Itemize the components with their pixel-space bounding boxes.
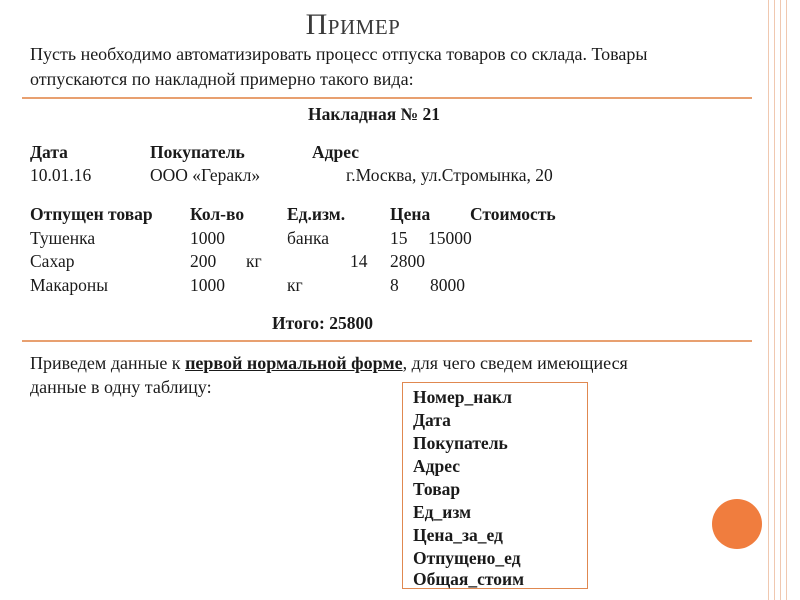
decor-line-4 xyxy=(786,0,787,600)
label-address: Адрес xyxy=(312,142,359,162)
label-buyer: Покупатель xyxy=(150,142,245,162)
field-item: Номер_накл xyxy=(413,387,512,407)
table-row-1-qty: 1000 xyxy=(190,228,225,248)
table-row-2-item: Сахар xyxy=(30,251,75,271)
decor-line-1 xyxy=(768,0,769,600)
field-item: Дата xyxy=(413,410,451,430)
field-item: Покупатель xyxy=(413,433,508,453)
table-row-3-price: 8 xyxy=(390,275,399,295)
top-divider xyxy=(22,97,752,99)
col-qty: Кол-во xyxy=(190,204,245,224)
fields-table xyxy=(402,382,588,589)
col-cost: Стоимость xyxy=(470,204,556,224)
outro-before: Приведем данные к xyxy=(30,353,186,373)
bottom-divider xyxy=(22,340,752,342)
label-date: Дата xyxy=(30,142,68,162)
value-date: 10.01.16 xyxy=(30,165,92,185)
field-item: Ед_изм xyxy=(413,502,472,522)
table-row-1-item: Тушенка xyxy=(30,228,96,248)
table-row-1-unit: банка xyxy=(287,228,330,248)
intro-line-1: Пусть необходимо автоматизировать процесс отпуска товаров со склада. Товары xyxy=(30,44,648,64)
field-item: Товар xyxy=(413,479,461,499)
table-row-1-price: 15 xyxy=(390,228,408,248)
table-row-3-item: Макароны xyxy=(30,275,108,295)
table-row-3-cost: 8000 xyxy=(430,275,465,295)
field-item: Общая_стоим xyxy=(413,569,524,589)
col-item: Отпущен товар xyxy=(30,204,153,224)
field-item: Адрес xyxy=(413,456,460,476)
table-row-1-cost: 15000 xyxy=(428,228,472,248)
table-row-2-cost: 2800 xyxy=(390,251,425,271)
table-row-2-qty: 200 xyxy=(190,251,217,271)
slide-title: Пример xyxy=(305,8,401,41)
value-address: г.Москва, ул.Стромынка, 20 xyxy=(346,165,553,185)
accent-circle xyxy=(712,499,762,549)
decor-line-3 xyxy=(780,0,781,600)
field-item: Цена_за_ед xyxy=(413,525,503,545)
first-normal-form-term: первой нормальной форме xyxy=(185,353,403,373)
col-price: Цена xyxy=(390,204,431,224)
col-unit: Ед.изм. xyxy=(287,204,346,224)
intro-line-2: отпускаются по накладной примерно такого вида: xyxy=(30,69,414,89)
invoice-total: Итого: 25800 xyxy=(272,313,373,333)
outro-line-2: данные в одну таблицу: xyxy=(30,377,212,397)
table-row-3-qty: 1000 xyxy=(190,275,225,295)
value-buyer: ООО «Геракл» xyxy=(150,165,261,185)
table-row-2-price: 14 xyxy=(350,251,368,271)
table-row-3-unit: кг xyxy=(287,275,303,295)
invoice-heading: Накладная № 21 xyxy=(308,104,441,124)
table-row-2-unit: кг xyxy=(246,251,262,271)
outro-after: , для чего сведем имеющиеся xyxy=(402,353,628,373)
outro-line-1 xyxy=(30,351,628,376)
field-item: Отпущено_ед xyxy=(413,548,521,568)
decor-line-2 xyxy=(774,0,775,600)
